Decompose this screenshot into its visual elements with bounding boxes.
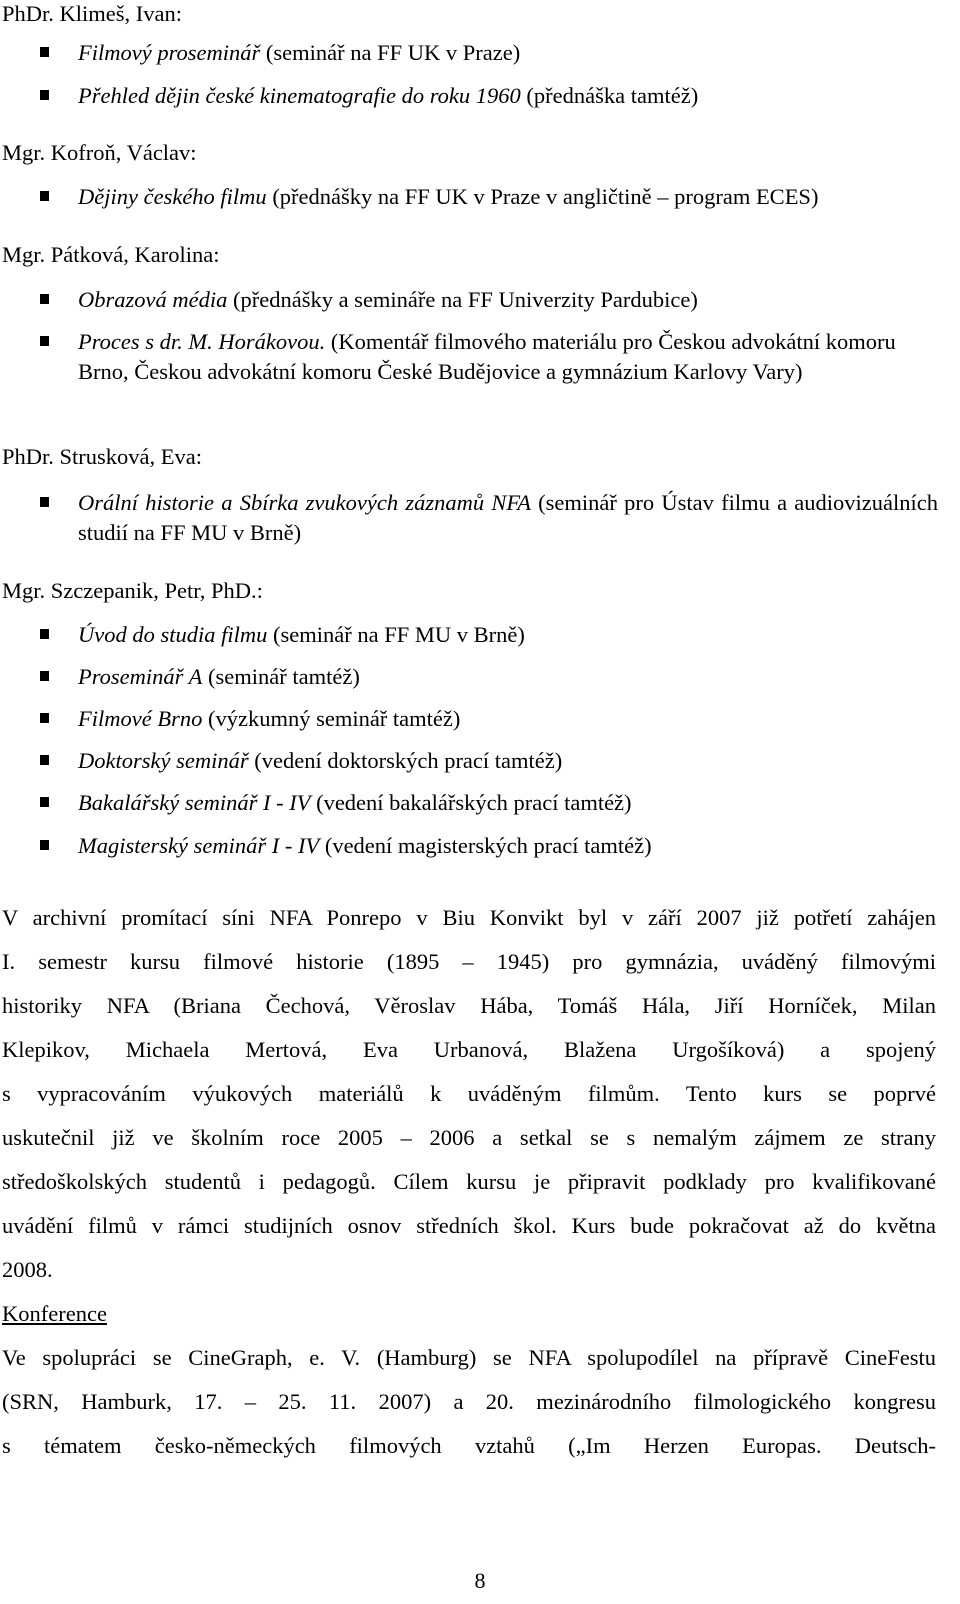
course-title: Filmový proseminář — [78, 40, 261, 65]
person-heading: Mgr. Szczepanik, Petr, PhD.: — [2, 578, 263, 603]
course-detail: (vedení magisterských prací tamtéž) — [319, 833, 652, 858]
paragraph-line: středoškolských studentů i pedagogů. Cílem kursu je připravit podklady pro kvalifikované — [2, 1169, 936, 1194]
course-detail: (seminář pro Ústav filmu a audiovizuálních studií na FF MU v Brně) — [78, 490, 938, 545]
course-detail: (seminář na FF MU v Brně) — [267, 622, 525, 647]
course-detail: (přednáška tamtéž) — [520, 83, 699, 108]
page-number: 8 — [474, 1568, 486, 1593]
course-title: Přehled dějin české kinematografie do roku 1960 — [78, 83, 521, 108]
paragraph-line: historiky NFA (Briana Čechová, Věroslav Hába, Tomáš Hála, Jiří Horníček, Milan — [2, 993, 936, 1018]
paragraph-line: 2008. — [2, 1257, 53, 1282]
paragraph-line: s tématem česko-německých filmových vztahů („Im Herzen Europas. Deutsch- — [2, 1433, 936, 1458]
bullet-icon — [40, 713, 49, 723]
bullet-icon — [40, 840, 49, 850]
course-title: Magisterský seminář I - IV — [78, 833, 320, 858]
paragraph-line: Ve spolupráci se CineGraph, e. V. (Hamburg) se NFA spolupodílel na přípravě CineFestu — [2, 1345, 936, 1370]
paragraph-line: (SRN, Hamburk, 17. – 25. 11. 2007) a 20. mezinárodního filmologického kongresu — [2, 1389, 936, 1414]
course-detail: (vedení doktorských prací tamtéž) — [248, 748, 563, 773]
bullet-icon — [40, 629, 49, 639]
bullet-icon — [40, 671, 49, 681]
course-title: Orální historie a Sbírka zvukových záznamů NFA — [78, 490, 531, 515]
paragraph-line: s vypracováním výukových materiálů k uváděným filmům. Tento kurs se poprvé — [2, 1081, 936, 1106]
paragraph-line: uvádění filmů v rámci studijních osnov středních škol. Kurs bude pokračovat až do května — [2, 1213, 936, 1238]
bullet-icon — [40, 755, 49, 765]
course-title: Proces s dr. M. Horákovou. — [78, 329, 326, 354]
bullet-icon — [40, 497, 49, 507]
course-title: Bakalářský seminář I - IV — [78, 790, 311, 815]
person-heading: Mgr. Pátková, Karolina: — [2, 242, 220, 267]
person-heading: Mgr. Kofroň, Václav: — [2, 140, 197, 165]
bullet-icon — [40, 191, 49, 201]
course-detail: (seminář tamtéž) — [202, 664, 360, 689]
course-title: Úvod do studia filmu — [78, 622, 268, 647]
bullet-icon — [40, 336, 49, 346]
course-title: Dějiny českého filmu — [78, 184, 267, 209]
course-title: Doktorský seminář — [78, 748, 249, 773]
course-title: Filmové Brno — [78, 706, 203, 731]
paragraph-line: Klepikov, Michaela Mertová, Eva Urbanová, Blažena Urgošíková) a spojený — [2, 1037, 936, 1062]
course-detail: (vedení bakalářských prací tamtéž) — [310, 790, 632, 815]
course-title: Proseminář A — [78, 664, 203, 689]
bullet-icon — [40, 294, 49, 304]
bullet-icon — [40, 797, 49, 807]
bullet-icon — [40, 90, 49, 100]
course-detail: (Komentář filmového materiálu pro Českou advokátní komoru Brno, Českou advokátní komoru České Budějovice a gymnázium Karlovy Vary) — [78, 329, 896, 384]
course-detail: (seminář na FF UK v Praze) — [260, 40, 521, 65]
paragraph-line: I. semestr kursu filmové historie (1895 – 1945) pro gymnázia, uváděný filmovými — [2, 949, 936, 974]
course-detail: (výzkumný seminář tamtéž) — [202, 706, 461, 731]
paragraph-line: uskutečnil již ve školním roce 2005 – 2006 a setkal se s nemalým zájmem ze strany — [2, 1125, 936, 1150]
bullet-icon — [40, 47, 49, 57]
course-detail: (přednášky na FF UK v Praze v angličtině – program ECES) — [266, 184, 819, 209]
course-title: Obrazová média — [78, 287, 228, 312]
person-heading: PhDr. Strusková, Eva: — [2, 444, 202, 469]
course-detail: (přednášky a semináře na FF Univerzity Pardubice) — [227, 287, 698, 312]
section-heading-konference: Konference — [2, 1301, 107, 1326]
paragraph-line: V archivní promítací síni NFA Ponrepo v Biu Konvikt byl v září 2007 již potřetí zahájen — [2, 905, 936, 930]
person-heading: PhDr. Klimeš, Ivan: — [2, 1, 182, 26]
